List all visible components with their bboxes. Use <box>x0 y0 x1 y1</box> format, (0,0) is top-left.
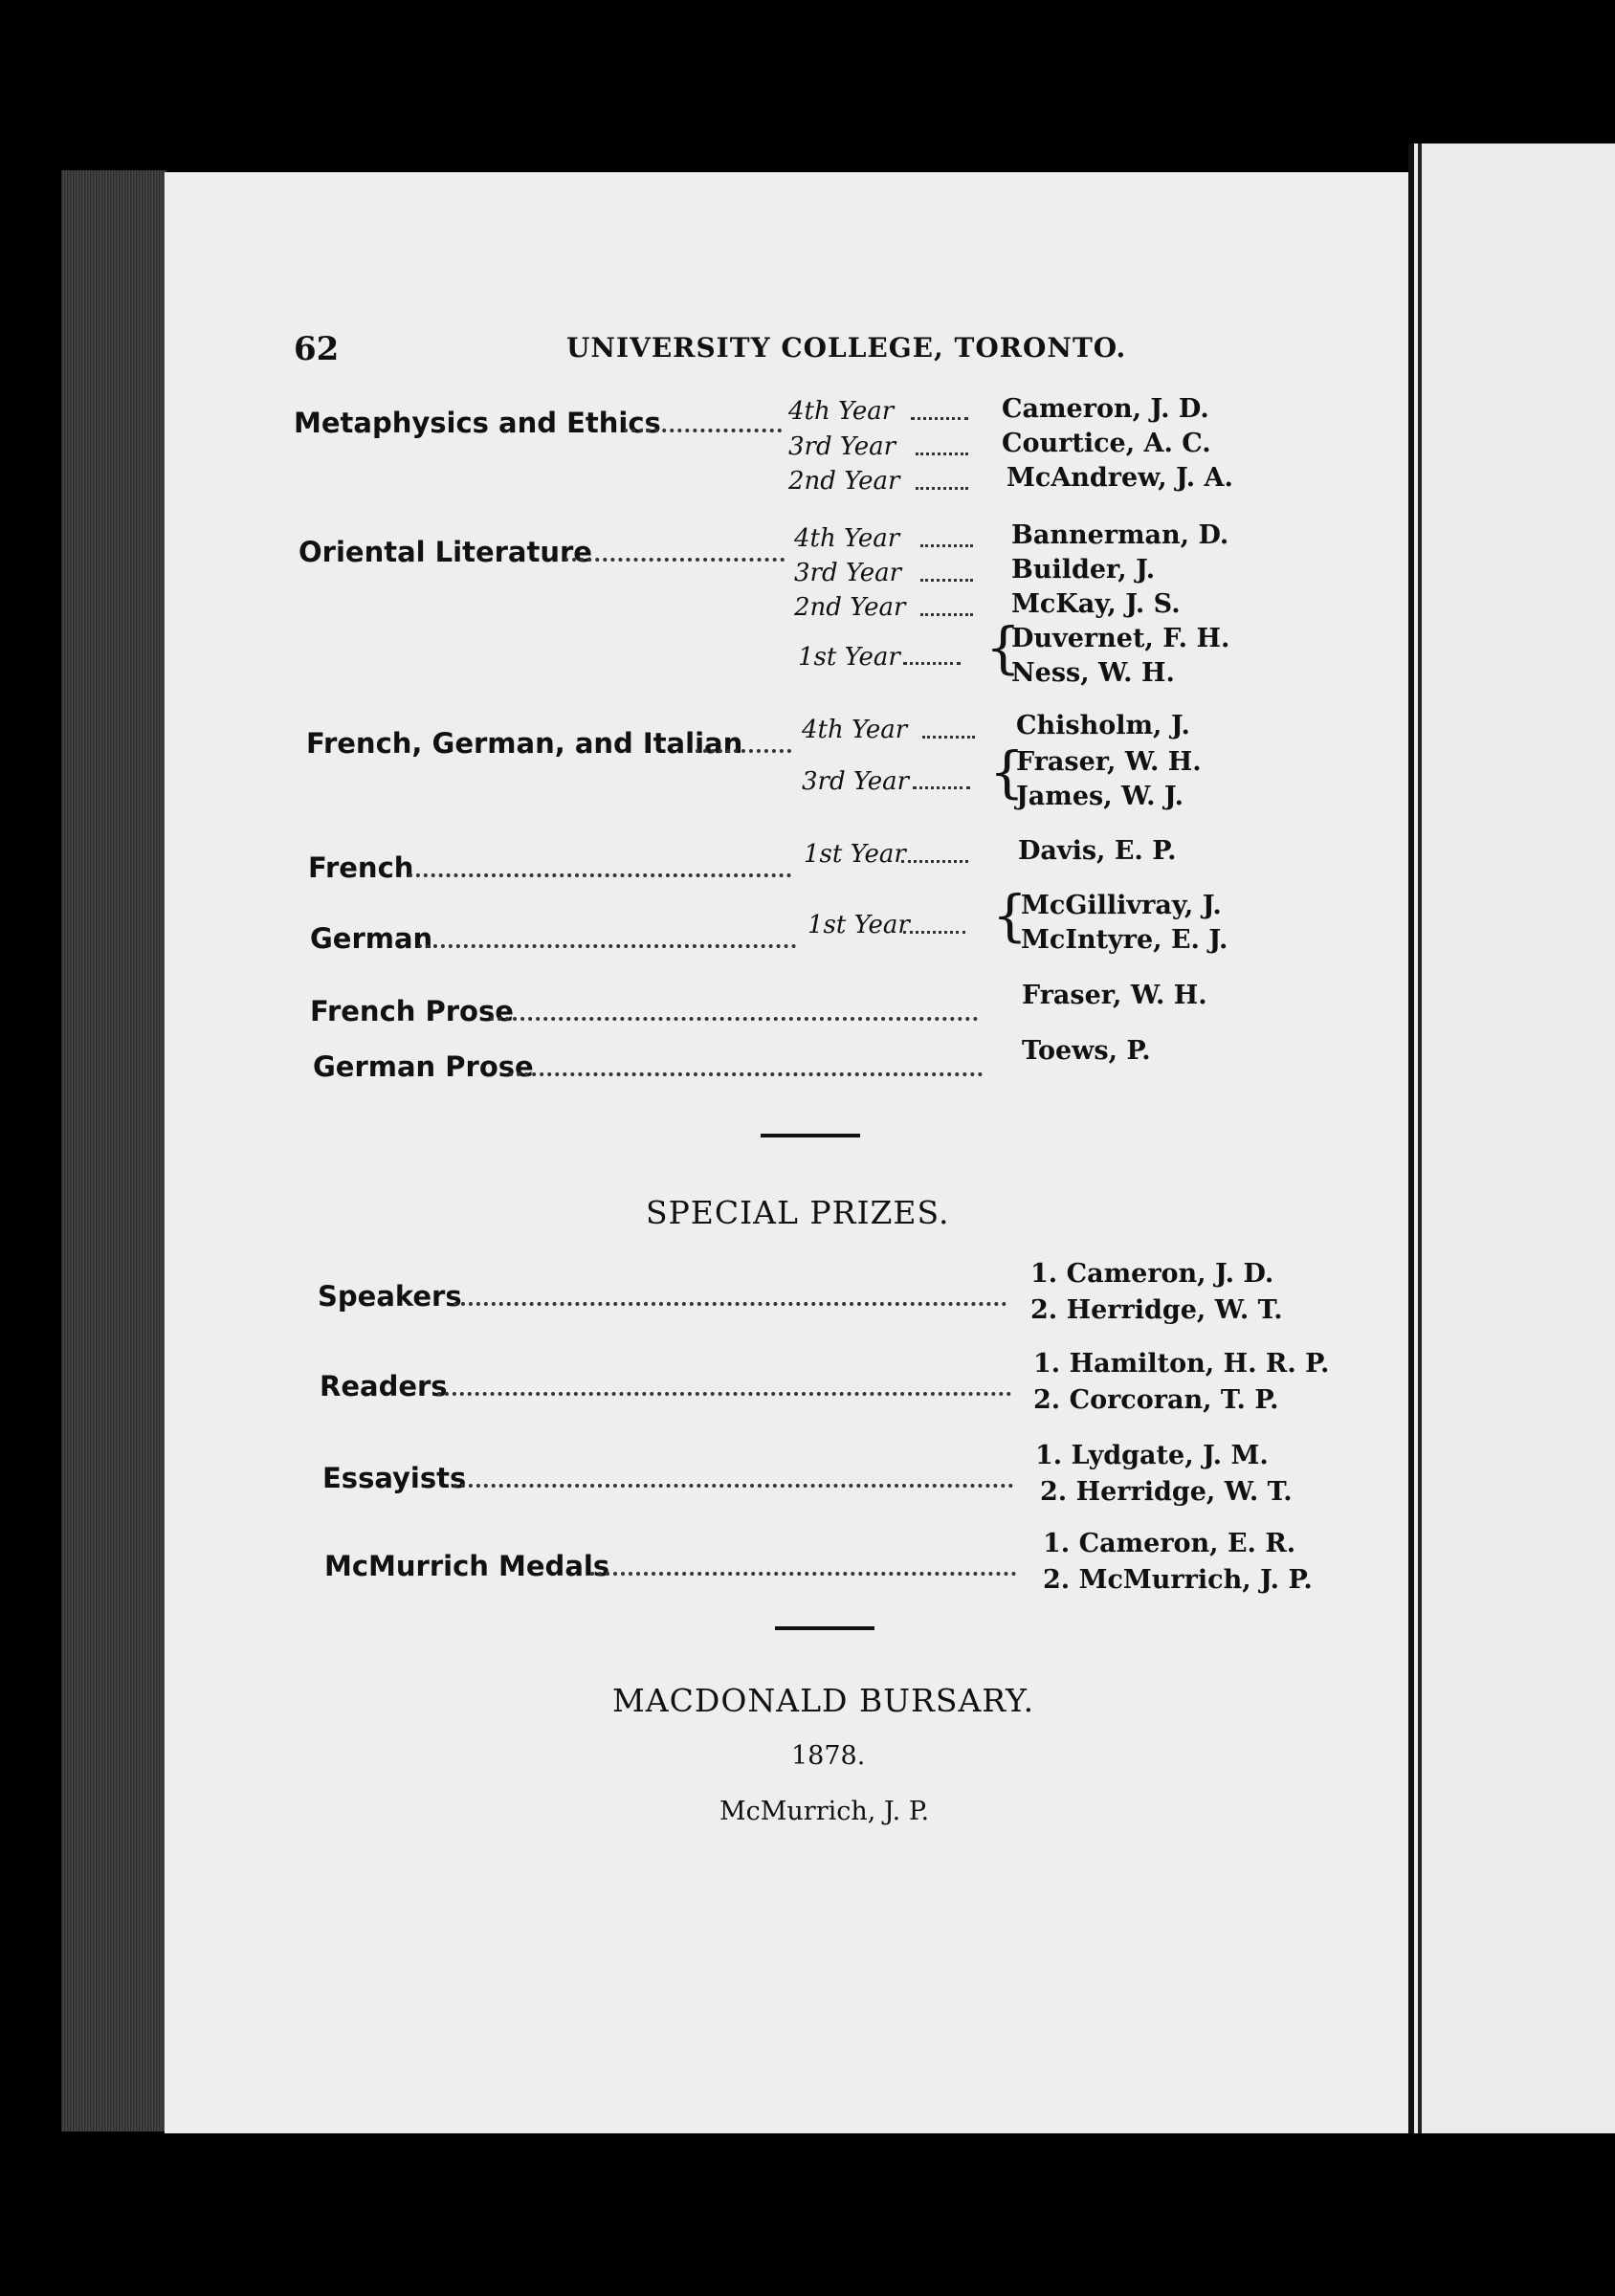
year-label: 4th Year <box>802 716 908 744</box>
prize-label: Essayists <box>322 1462 467 1494</box>
student-name: Duvernet, F. H. <box>1011 624 1230 653</box>
leader-dots <box>418 944 796 948</box>
student-name: Davis, E. P. <box>1018 836 1177 866</box>
subject-label: French Prose <box>310 995 514 1027</box>
student-name: McAndrew, J. A. <box>1007 463 1233 493</box>
leader-dots <box>913 786 970 789</box>
leader-dots <box>920 579 973 582</box>
student-name: McIntyre, E. J. <box>1021 925 1228 955</box>
leader-dots <box>564 558 785 562</box>
grouping-brace: { <box>992 883 1028 948</box>
winner-name: 2. Herridge, W. T. <box>1030 1295 1283 1325</box>
leader-dots <box>624 429 782 432</box>
year-label: 3rd Year <box>788 432 896 461</box>
student-name: James, W. J. <box>1016 782 1184 811</box>
winner-name: 1. Lydgate, J. M. <box>1035 1441 1269 1470</box>
running-title: UNIVERSITY COLLEGE, TORONTO. <box>566 332 1127 364</box>
book-page-edges <box>61 170 166 2131</box>
leader-dots <box>911 417 968 420</box>
grouping-brace: { <box>985 615 1021 680</box>
leader-dots <box>903 662 961 665</box>
prize-label: Speakers <box>318 1280 462 1313</box>
subject-label: Metaphysics and Ethics <box>294 407 661 439</box>
prize-label: Readers <box>320 1370 448 1402</box>
document-page <box>165 172 1408 2133</box>
student-name: Builder, J. <box>1011 555 1156 585</box>
leader-dots <box>922 736 975 739</box>
grouping-brace: { <box>989 740 1025 805</box>
student-name: Fraser, W. H. <box>1016 747 1202 777</box>
subject-label: French <box>308 851 414 884</box>
subject-label: German Prose <box>313 1050 534 1083</box>
bursary-heading: MACDONALD BURSARY. <box>612 1682 1035 1719</box>
gutter-line <box>1418 144 1422 2133</box>
year-label: 3rd Year <box>802 767 910 796</box>
year-label: 2nd Year <box>788 467 900 496</box>
winner-name: 1. Cameron, J. D. <box>1030 1259 1274 1289</box>
leader-dots <box>454 1302 1007 1306</box>
subject-label: French, German, and Italian <box>306 727 743 760</box>
student-name: Courtice, A. C. <box>1002 429 1211 458</box>
prize-label: McMurrich Medals <box>324 1550 610 1582</box>
winner-name: 2. Corcoran, T. P. <box>1033 1385 1279 1415</box>
page-number: 62 <box>294 330 340 368</box>
leader-dots <box>920 613 973 616</box>
bursary-year: 1878. <box>791 1741 866 1771</box>
leader-dots <box>454 1484 1013 1488</box>
bursary-recipient: McMurrich, J. P. <box>719 1797 930 1826</box>
winner-name: 1. Cameron, E. R. <box>1043 1529 1296 1558</box>
winner-name: 2. Herridge, W. T. <box>1040 1477 1293 1507</box>
student-name: Bannerman, D. <box>1011 520 1229 550</box>
leader-dots <box>916 453 968 455</box>
subject-label: German <box>310 922 433 955</box>
subject-label: Oriental Literature <box>299 536 592 568</box>
facing-page-edge <box>1408 144 1615 2133</box>
leader-dots <box>437 1392 1011 1396</box>
leader-dots <box>901 860 968 863</box>
student-name: Cameron, J. D. <box>1002 394 1209 424</box>
leader-dots <box>903 931 965 934</box>
leader-dots <box>509 1072 983 1076</box>
winner-name: 2. McMurrich, J. P. <box>1043 1565 1313 1595</box>
year-label: 4th Year <box>794 524 900 553</box>
year-label: 3rd Year <box>794 559 902 587</box>
special-prizes-heading: SPECIAL PRIZES. <box>646 1194 950 1231</box>
year-label: 1st Year <box>804 840 906 869</box>
student-name: McKay, J. S. <box>1011 589 1181 619</box>
year-label: 1st Year <box>798 643 900 672</box>
leader-dots <box>920 544 973 547</box>
student-name: Ness, W. H. <box>1011 658 1175 688</box>
student-name: McGillivray, J. <box>1021 891 1222 920</box>
leader-dots <box>590 1572 1016 1576</box>
page-header <box>165 330 1408 378</box>
student-name: Fraser, W. H. <box>1022 981 1207 1010</box>
leader-dots <box>490 1017 978 1021</box>
section-rule <box>761 1134 860 1137</box>
student-name: Chisholm, J. <box>1016 711 1190 740</box>
leader-dots <box>916 487 968 490</box>
year-label: 1st Year <box>808 911 910 939</box>
leader-dots <box>696 749 791 753</box>
winner-name: 1. Hamilton, H. R. P. <box>1033 1349 1330 1379</box>
student-name: Toews, P. <box>1022 1036 1151 1066</box>
leader-dots <box>409 873 791 877</box>
section-rule <box>775 1626 874 1630</box>
year-label: 2nd Year <box>794 593 906 622</box>
year-label: 4th Year <box>788 397 895 426</box>
